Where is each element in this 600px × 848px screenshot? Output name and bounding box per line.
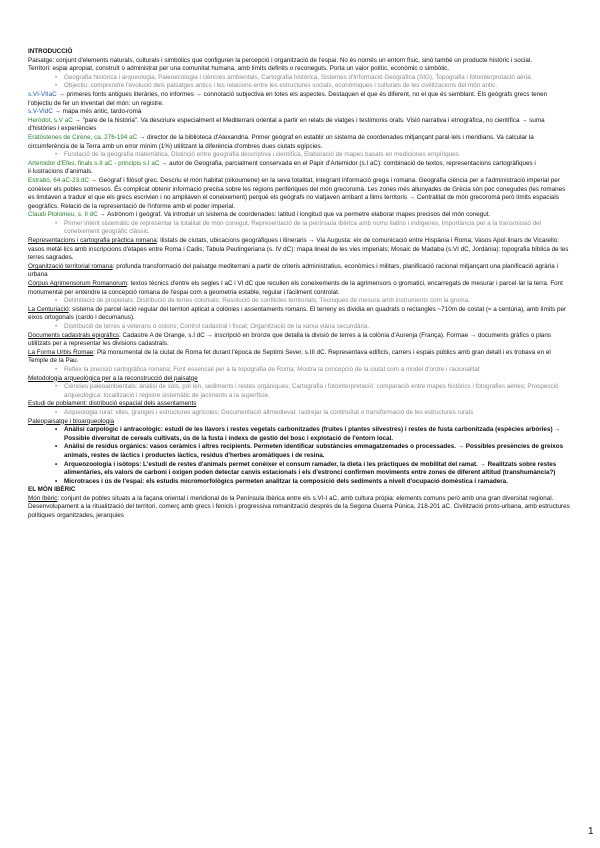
bullet-item: • Delimitació de propietats; Distribució de terres colonials; Resolució de conflictes territorials; Tècniques de mesura amb instruments com la groma.	[28, 297, 572, 306]
paragraph-text: : Cadastre A de Orange, s.I dC → inscripció en bronze que detalla la divisió de terres a la colònia d'Aurenja (França). Formae → documents gràfics o plans utilitzats per a representar les divisions cadastrals.	[28, 331, 552, 348]
paragraph-lead: Estudi de poblament: distribució espacial dels assentaments	[28, 400, 197, 408]
section-heading: INTRODUCCIÓ	[28, 48, 73, 55]
paragraph-lead: s.VI-VIIaC	[28, 90, 57, 98]
paragraph-text: → Geògraf i filòsof grec. Descriu el món habitat (oikoumene) en la seva totalitat, integrant informació grega i romana. Geografia ciència per a l'administració imperial per conèixer els pobles sotmesos. És complicat obtenir informació precisa sobre les regions perifèriques del món grecoromà. Les zones més allunyades de Grècia són poc conegudes (les romanes es limitaven a traduir el que els grecs escrivien i no ampliaven el coneixement) perquè els geògrafs no viatjaven arribant a llims territoris → Centralitat de món grecoromà però límits espacials geogràfics. Relació de la representació de l'informe amb el poder imperial.	[28, 176, 566, 210]
bullet-item: • Fundació de la geografia matemàtica, Distinció entre geografia descriptiva i científica, Elaboració de mapes basats en mediciones empíriques	[28, 151, 572, 160]
bullet-item: • Distribució de terres a veterans o colons; Control cadastral i fiscal; Organització de la xarxa viària secundària.	[28, 323, 572, 332]
bullet-item: • Anàlisi de residus orgànics: vasos ceràmics i altres recipients. Permeten identificar substàncies emmagatzemades o processades. → Possibles presències de greixos animals, restes de làctics i productes làctics, residus d'herbes aromàtiques i de resina.	[28, 443, 572, 460]
bullet-item: • Arqueozoologia i isòtops: L'estudi de restes d'animals permet conèixer el consum ramader, la dieta i les pràctiques de mobilitat del ramat. → Realitzats sobre restes alimentàries, els valors de carboni i oxigen poden detectar canvis estacionals i els d'estronci confirmen moviments entre zones de diferent altitud (transhumància?)	[28, 461, 572, 478]
paragraph-lead: Claudi Ptolomeu, s. II dC	[28, 211, 98, 219]
paragraph-text: : espai apropiat, construït o administrat per una comunitat humana, amb límits definits o reconeguts. Porta un valor polític, econòmic o simbòlic.	[49, 65, 450, 73]
paragraph	[28, 280, 572, 297]
paragraph	[28, 134, 572, 151]
paragraph	[28, 91, 572, 108]
paragraph-lead: Corpus Agrimensorum Romanorum	[28, 280, 128, 288]
paragraph-text: : conjunt d'elements naturals, culturals i simbòlics que configuren la percepció i organització de l'espai. No és només un entorn físic, sinó també un producte històric i social.	[52, 56, 532, 64]
paragraph-lead: Representacions i cartografia pràctica romana	[28, 237, 157, 245]
bullet-item: • Ciències paleoambientals: anàlisi de sòls, pol·len, sediments i restes orgàniques; Cartografia i fotointerpretació: comparació entre mapes històrics i fotografies aèries; Prospecció arqueològica: localització i registre sistemàtic de jaciments a la superfície.	[28, 383, 572, 400]
paragraph-text: : profunda transformació del paisatge mediterrani a partir de criteris administratius, econòmics i militars, planificació racional mitjançant una planificació agrària i urbana	[28, 262, 558, 279]
paragraph-text: : sistema de parcel·lació regular del territori aplicat a colònies i assentaments romans. El terreny es dividia en quadrats o rectangles ~710m de costat (≈ a centúria), amb límits per eixos ortogonals (cardo i decumanus).	[28, 305, 567, 322]
paragraph	[28, 263, 572, 280]
paragraph	[28, 160, 572, 177]
paragraph-lead: Eratòstenes de Cirene, ca. 276-194 aC	[28, 133, 138, 141]
page-number: 1	[588, 826, 594, 837]
paragraph	[28, 177, 572, 211]
paragraph-lead: Territori	[28, 65, 49, 73]
bullet-item: • Primer intent sistemàtic de representar la totalitat de món conegut, Representació de la península Ibèrica amb noms llatins i indígenes, Importància per a la transmissió del coneixement geogràfic clàssic.	[28, 220, 572, 237]
paragraph-text: → "pare de la història". Va descriure especialment el Mediterrani oriental a partir en relats de viatges i testimonis orals. Visió narrativa i etnogràfica, no científica → suma d'històries i experiències	[28, 116, 545, 133]
paragraph-text: : llistats de ciutats, ubicacions geogràfiques i itineraris → Via Augusta: eix de comunicació entre Hispània i Roma; Vasos Apol·linars de Vicarello: vasos metàl·lics amb inscripcions d'etapes entre Roma i Cadis; Tabula Peutingeriana (s. IV dC): mapa lineal de les vies imperials; Mosaic de Madaba (s.VI dC, Jordània): topografia bíblica de les terres sagrades.	[28, 237, 569, 262]
paragraph-text: → autor de Geografia, parcialment conservada en el Papir d'Artemidor (s.I aC): combinació de textos, representacions cartogràfiques i il·lustracions d'animals.	[28, 159, 536, 176]
paragraph-lead: Documents cadastrals epigràfics	[28, 331, 119, 339]
paragraph	[28, 57, 572, 66]
paragraph-text: → Astrònom i geògraf. Va introduir un sistema de coordenades: latitud i longitud que va permetre elaborar mapes precisos del món conegut.	[97, 211, 491, 219]
bullet-item: • Arqueologia rural: viles, granges i estructures agrícoles; Documentació altmedieval: rastrejar la continuïtat o transformació de les estructures rurals	[28, 409, 572, 418]
paragraph	[28, 211, 572, 220]
paragraph	[28, 400, 572, 409]
paragraph-lead: Artemidor d'Efes, finals s.II aC - principis s.I aC	[28, 159, 160, 167]
bullet-item: • Anàlisi carpològic i antracològic: estudi de les llavors i restes vegetals carbonitzades (fruites i plantes silvestres) i restes de fusta carbonitzada (espècies arbòries) → Possible diversitat de cereals cultivats, ús de la fusta i índexs de gestió del bosc i explotació de l'entorn local.	[28, 426, 572, 443]
paragraph-lead: Paleopaisatge i bioarqueologia	[28, 417, 115, 425]
paragraph-lead: Món Ibèric	[28, 494, 58, 502]
section-heading: EL MÓN IBÈRIC	[28, 486, 76, 494]
paragraph-text: → primeres fonts antigues literàries, no informes → connotació subjectiva en totes els aspectes. Destaquen el que és diferent, no el que és semblant. Els geògrafs grecs tenen l'objectiu de fer un inventari del món: un registre.	[28, 90, 548, 107]
paragraph-lead: La Forma Urbis Romae	[28, 348, 94, 356]
bullet-item: • Objectiu: comprendre l'evolució dels paisatges antics i les relacions entre les estructures socials, econòmiques i culturals de les civilitzacions del món antic.	[28, 82, 572, 91]
paragraph-text: → director de la biblioteca d'Alexandria. Primer geògraf en establir un sistema de coordenades mitjançant paral·lels i meridians. Va calcular la circumferència de la Terra amb un error mínim (1%) utilitzant la diferència d'ombres dues ciutats egípcies.	[28, 133, 534, 150]
paragraph-lead: Heròdot, s.V aC	[28, 116, 73, 124]
paragraph	[28, 117, 572, 134]
paragraph-text: → mapa més antic, tardo-romà	[52, 108, 142, 116]
paragraph-lead: Paisatge	[28, 56, 53, 64]
paragraph	[28, 495, 572, 521]
paragraph-lead: Estrabó, 64 aC-23 dC	[28, 176, 89, 184]
paragraph-text: : conjunt de pobles situats a la façana oriental i meridional de la Península Ibèrica entre els s.VI-I aC, amb cultura pròpia: elements comuns però amb una gran diversitat regional. Desenvolupament a la ritualització del territori, comerç amb grecs i fenicis i progressiva romanització després de la Segona Guerra Púnica, 218-201 aC. Civilització proto-urbana, amb estructures polítiques organitzades, jerarquies	[28, 494, 570, 520]
paragraph-text: : textos tècnics d'entre els segles I aC i VI dC que recullen els coneixements de la agrimensors o gromatici, encarregats de mesurar i parcel·lar la terra. Font monumental per entendre la concepció romana de l'espai com a geometria estable, regular i fàcilment controlat.	[28, 280, 563, 296]
paragraph	[28, 418, 572, 427]
paragraph-lead: La Centuriació	[28, 305, 69, 313]
paragraph-lead: Metodologia arqueològica per a la reconstrucció del paisatge	[28, 374, 198, 382]
bullet-item: • Microtraces i ús de l'espai: els estudis micromorfològics permeten analitzar la composició dels sediments a nivell d'ocupació domèstica i ramadera.	[28, 478, 572, 487]
document-page	[28, 48, 572, 521]
paragraph-lead: Organització territorial romana	[28, 262, 113, 270]
paragraph	[28, 237, 572, 263]
paragraph	[28, 332, 572, 349]
paragraph	[28, 375, 572, 384]
paragraph	[28, 65, 572, 74]
paragraph-text: : Plà monumental de la ciutat de Roma fet durant l'època de Septimi Sever, s.III dC. Representava edificis, carrers i espais públics amb gran detall i es trobava en el Temple de la Pau.	[28, 348, 551, 365]
paragraph	[28, 108, 572, 117]
bullet-item: • Reflex la precisió cartogràfica romana; Font essencial per a la topografia de Roma; Mostra la concepció de la ciutat com a model d'ordre i racionalitat	[28, 366, 572, 375]
paragraph-lead: s.V-VIdC	[28, 108, 53, 116]
paragraph	[28, 349, 572, 366]
paragraph	[28, 306, 572, 323]
bullet-item: • Geografia històrica i arqueologia, Paleoecologia i ciències ambientals, Cartografia històrica, Sistemes d'Informació Geogràfica (SIG), Topografia i fotointerpretació aèria.	[28, 74, 572, 83]
